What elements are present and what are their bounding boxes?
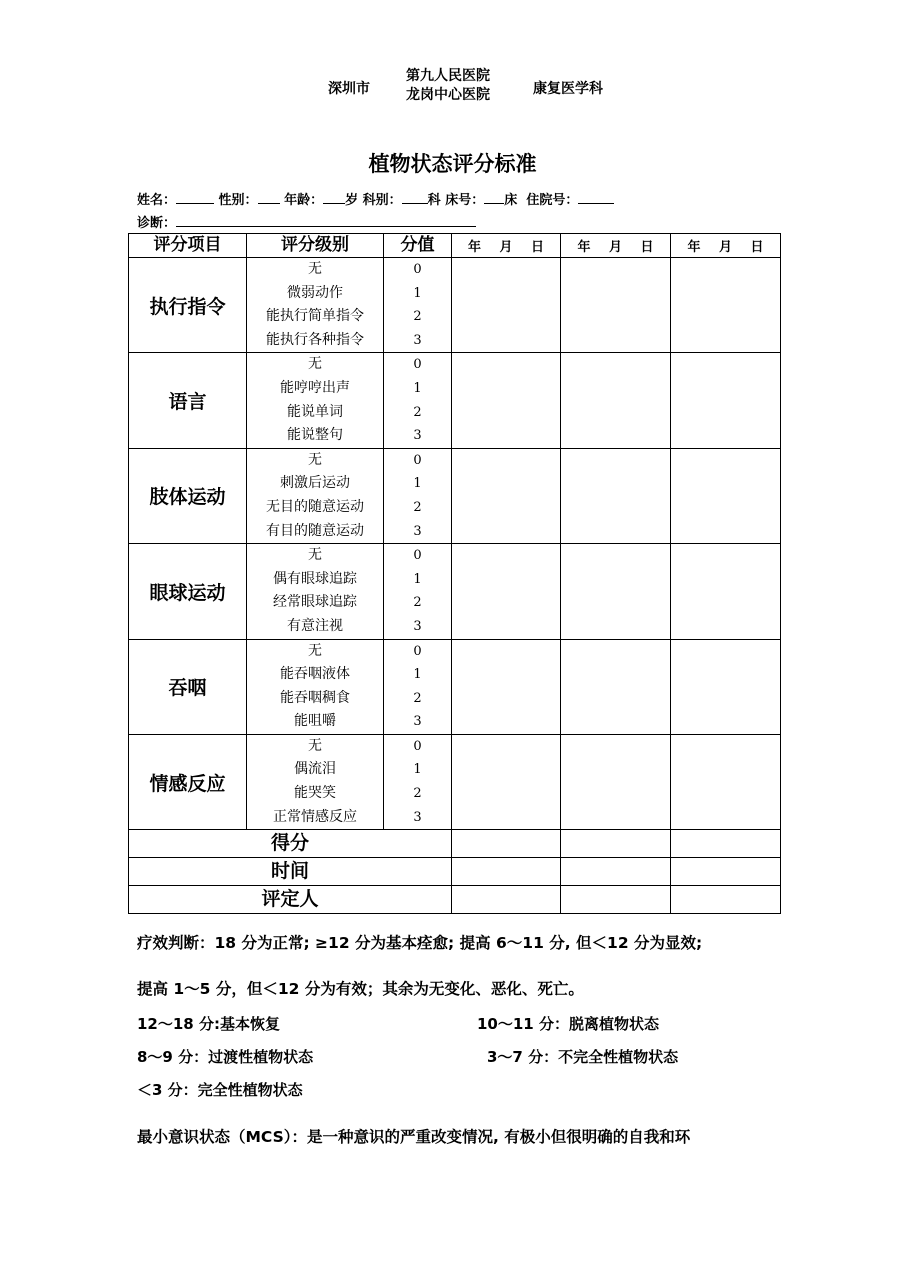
level-item: 能吞咽液体 (280, 666, 350, 683)
level-item: 正常情感反应 (273, 808, 357, 825)
gender-label: 性别： (218, 193, 258, 208)
level-item: 无 (308, 261, 322, 277)
header-date-2[interactable]: 年 月 日 (561, 234, 671, 258)
dept-label: 科别： (362, 193, 402, 208)
level-item: 偶有眼球追踪 (273, 570, 357, 587)
assessment-cell[interactable] (452, 258, 561, 353)
efficacy-criteria-line-1: 疗效判断：18 分为正常; ≥12 分为基本痊愈; 提高 6～11 分, 但＜12 分为显效; (137, 934, 703, 952)
bed-unit: 床 (504, 193, 518, 208)
assessor-row (129, 886, 781, 914)
assessment-cell[interactable] (452, 734, 561, 829)
level-item: 能哭笑 (294, 785, 336, 802)
total-score-label: 得分 (129, 830, 452, 858)
level-item: 刺激后运动 (280, 475, 350, 492)
assessment-cell[interactable] (671, 734, 781, 829)
admission-label: 住院号： (526, 193, 579, 208)
level-item: 能说整句 (287, 427, 343, 444)
score-value: 0 (413, 262, 422, 277)
score-range-10-11: 10～11 分：脱离植物状态 (477, 1015, 659, 1033)
score-range-12-18: 12～18 分:基本恢复 (137, 1015, 280, 1033)
category-swallowing: 吞咽 (129, 639, 247, 734)
score-value: 1 (413, 476, 422, 492)
level-item: 无 (308, 737, 322, 754)
score-value: 2 (413, 786, 422, 802)
name-field[interactable] (176, 192, 214, 204)
header-score: 分值 (384, 234, 452, 258)
header-date-1[interactable]: 年 月 日 (452, 234, 561, 258)
category-execute-commands: 执行指令 (129, 258, 247, 353)
diagnosis-label: 诊断： (137, 216, 177, 231)
score-value: 2 (413, 499, 422, 515)
category-language: 语言 (129, 353, 247, 448)
table-row (129, 448, 781, 543)
level-list (247, 734, 384, 829)
age-unit: 岁 (345, 193, 359, 208)
mcs-definition: 最小意识状态（MCS）：是一种意识的严重改变情况, 有极小但很明确的自我和环 (137, 1128, 691, 1146)
header-department: 康复医学科 (533, 81, 603, 97)
bed-label: 床号： (445, 193, 485, 208)
patient-info-line (137, 189, 614, 208)
score-value: 3 (413, 428, 422, 444)
time-row (129, 858, 781, 886)
level-item: 能执行简单指令 (266, 308, 364, 325)
assessment-cell[interactable] (452, 639, 561, 734)
time-cell[interactable] (452, 858, 561, 886)
gender-field[interactable] (258, 192, 280, 204)
score-list (384, 448, 452, 543)
level-list (247, 353, 384, 448)
diagnosis-field[interactable] (176, 215, 476, 227)
score-range-8-9: 8～9 分：过渡性植物状态 (137, 1048, 314, 1066)
score-list (384, 258, 452, 353)
assessment-cell[interactable] (561, 258, 671, 353)
score-value: 2 (413, 595, 422, 611)
level-item: 经常眼球追踪 (273, 594, 357, 611)
score-value: 0 (413, 548, 422, 564)
level-item: 能咀嚼 (294, 713, 336, 730)
score-table (128, 233, 781, 914)
level-item: 有意注视 (287, 617, 343, 634)
assessment-cell[interactable] (452, 544, 561, 639)
level-item: 无 (308, 356, 322, 373)
score-list (384, 639, 452, 734)
table-row (129, 353, 781, 448)
score-list (384, 544, 452, 639)
header-hospital-name-1: 第九人民医院 (406, 68, 490, 84)
score-value: 3 (413, 809, 422, 825)
header-hospital-name-2: 龙岗中心医院 (406, 87, 490, 103)
score-value: 1 (413, 380, 422, 396)
score-value: 2 (413, 309, 422, 325)
time-cell[interactable] (561, 858, 671, 886)
time-cell[interactable] (671, 858, 781, 886)
age-label: 年龄： (284, 193, 324, 208)
score-value: 3 (413, 618, 422, 634)
level-item: 能吞咽稠食 (280, 689, 350, 706)
age-field[interactable] (323, 192, 345, 204)
assessment-cell[interactable] (671, 448, 781, 543)
header-category: 评分项目 (129, 234, 247, 258)
assessor-cell[interactable] (561, 886, 671, 914)
assessment-cell[interactable] (561, 353, 671, 448)
assessor-cell[interactable] (671, 886, 781, 914)
table-row (129, 544, 781, 639)
assessment-cell[interactable] (671, 353, 781, 448)
bed-field[interactable] (484, 192, 504, 204)
level-item: 无 (308, 642, 322, 659)
level-list (247, 544, 384, 639)
assessment-cell[interactable] (671, 544, 781, 639)
page-title: 植物状态评分标准 (368, 152, 537, 176)
header-city: 深圳市 (328, 81, 370, 97)
admission-field[interactable] (578, 192, 614, 204)
assessor-label: 评定人 (129, 886, 452, 914)
time-label: 时间 (129, 858, 452, 886)
level-item: 微弱动作 (287, 284, 343, 301)
name-label: 姓名： (137, 193, 177, 208)
score-value: 1 (413, 762, 422, 778)
level-item: 无 (308, 547, 322, 564)
level-list (247, 448, 384, 543)
level-item: 无 (308, 451, 322, 468)
level-item: 有目的随意运动 (266, 522, 364, 539)
score-list (384, 734, 452, 829)
score-value: 1 (413, 571, 422, 587)
assessment-cell[interactable] (561, 639, 671, 734)
score-value: 2 (413, 404, 422, 420)
score-value: 3 (413, 714, 422, 730)
score-value: 1 (413, 667, 422, 683)
score-value: 3 (413, 523, 422, 539)
table-header-row (129, 234, 781, 258)
total-score-row (129, 830, 781, 858)
score-value: 0 (413, 738, 422, 754)
dept-unit: 科 (427, 193, 441, 208)
table-row (129, 734, 781, 829)
category-eye-movement: 眼球运动 (129, 544, 247, 639)
level-list (247, 639, 384, 734)
table-row (129, 258, 781, 353)
assessment-cell[interactable] (452, 448, 561, 543)
assessment-cell[interactable] (671, 639, 781, 734)
score-value: 2 (413, 690, 422, 706)
score-range-below-3: ＜3 分：完全性植物状态 (137, 1081, 303, 1099)
assessment-cell[interactable] (561, 544, 671, 639)
category-emotional-response: 情感反应 (129, 734, 247, 829)
header-level: 评分级别 (247, 234, 384, 258)
diagnosis-line (137, 212, 476, 231)
efficacy-criteria-line-2: 提高 1～5 分，但＜12 分为有效；其余为无变化、恶化、死亡。 (137, 980, 584, 998)
total-score-cell[interactable] (671, 830, 781, 858)
score-value: 0 (413, 357, 422, 373)
score-list (384, 353, 452, 448)
score-range-3-7: 3～7 分：不完全性植物状态 (487, 1048, 679, 1066)
score-value: 3 (413, 332, 422, 348)
category-limb-movement: 肢体运动 (129, 448, 247, 543)
level-list (247, 258, 384, 353)
score-value: 0 (413, 452, 422, 468)
level-item: 能说单词 (287, 403, 343, 420)
total-score-cell[interactable] (452, 830, 561, 858)
assessor-cell[interactable] (452, 886, 561, 914)
assessment-cell[interactable] (561, 734, 671, 829)
level-item: 无目的随意运动 (266, 498, 364, 515)
score-value: 0 (413, 643, 422, 659)
header-date-3[interactable]: 年 月 日 (671, 234, 781, 258)
table-row (129, 639, 781, 734)
dept-field[interactable] (402, 192, 428, 204)
assessment-cell[interactable] (452, 353, 561, 448)
assessment-cell[interactable] (561, 448, 671, 543)
score-value: 1 (413, 285, 422, 301)
assessment-cell[interactable] (671, 258, 781, 353)
total-score-cell[interactable] (561, 830, 671, 858)
level-item: 偶流泪 (294, 761, 336, 778)
level-item: 能哼哼出声 (280, 379, 350, 396)
level-item: 能执行各种指令 (266, 331, 364, 348)
